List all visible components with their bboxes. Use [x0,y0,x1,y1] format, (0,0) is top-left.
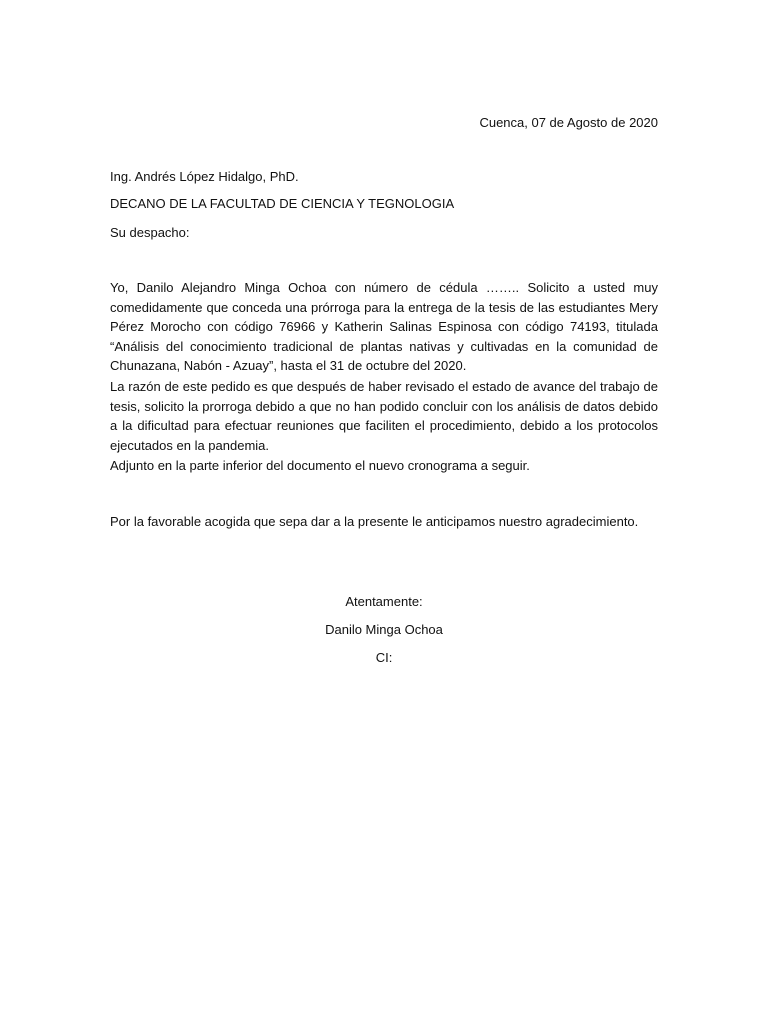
signer-name: Danilo Minga Ochoa [325,622,443,637]
recipient-title: DECANO DE LA FACULTAD DE CIENCIA Y TEGNOLOGIA [110,196,455,211]
letter-date: Cuenca, 07 de Agosto de 2020 [479,115,658,130]
body-paragraph-request: Yo, Danilo Alejandro Minga Ochoa con número de cédula …….. Solicito a usted muy comedidamente que conceda una prórroga para la entrega de la tesis de las estudiantes Mery Pérez Morocho con código 76966 y Katherin Salinas Espinosa con código 74193, titulada “Análisis del conocimiento tradicional de plantas nativas y cultivadas en la comunidad de Chunazana, Nabón - Azuay”, hasta el 31 de octubre del 2020. [110,280,658,373]
signer-id-label: CI: [375,650,393,665]
body-paragraph-thanks: Por la favorable acogida que sepa dar a la presente le anticipamos nuestro agradecimiento. [110,514,639,529]
greeting: Su despacho: [110,225,190,240]
recipient-name: Ing. Andrés López Hidalgo, PhD. [110,169,299,184]
body-paragraph-attachment: Adjunto en la parte inferior del documento el nuevo cronograma a seguir. [110,458,530,473]
closing-salutation: Atentamente: [345,594,423,609]
body-paragraph-reason: La razón de este pedido es que después de haber revisado el estado de avance del trabajo de tesis, solicito la prorroga debido a que no han podido concluir con los análisis de datos debido a la dificultad para efectuar reuniones que faciliten el procedimiento, debido a los protocolos ejecutados en la pandemia. [110,379,658,453]
